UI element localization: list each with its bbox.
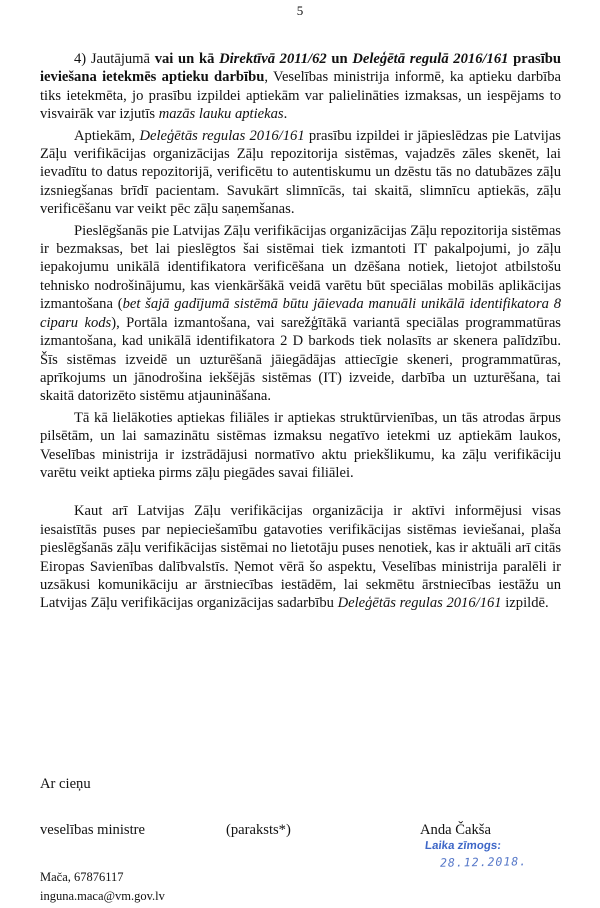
signature-mark: (paraksts*) xyxy=(226,822,291,838)
paragraph-branches: Tā kā lielākoties aptiekas filiāles ir aptiekas struktūrvienības, un tās atrodas ārpus pilsētām, un lai samazinātu sistēmas izmaksu negatīvo ietekmi uz aptiekām laukos, Veselības ministrija ir izstrādājusi normatīvo aktu priekšlikumu, ka zāļu verifikāciju varētu veikt aptieka pirms zāļu piegādes savai filiālei. xyxy=(40,409,561,481)
signature-title: veselības ministre xyxy=(40,822,145,838)
letter-body xyxy=(40,50,561,613)
contact-email: inguna.maca@vm.gov.lv xyxy=(40,889,165,903)
page-number: 5 xyxy=(296,3,304,18)
timestamp-date: 28.12.2018. xyxy=(439,854,528,870)
paragraph-question-4: 4) Jautājumā vai un kā Direktīvā 2011/62 un Deleģētā regulā 2016/161 prasību ieviešana ietekmēs aptieku darbību, Veselības ministrija informē, ka aptieku darbība tiks ietekmēta, jo prasību izpildei aptiekām var palielināties izmaksas, un iespējams to visvairāk var izjutīs mazās lauku aptiekas. xyxy=(40,51,561,123)
paragraph-pharmacies: Aptiekām, Deleģētās regulas 2016/161 prasību izpildei ir jāpieslēdzas pie Latvijas Zāļu verifikācijas organizācijas Zāļu repozitorija sistēmas, vajadzēs zāles skenēt, lai ievadītu to datus repozitorijā, verificētu to autentiskumu un dzēstu tās no datubāzes zāļu izsniegšanas brīdī pacientam. Savukārt slimnīcās, tai skaitā, slimnīcu aptiekās, zāļu verificēšanu var veikt pēc zāļu saņemšanas. xyxy=(40,127,561,218)
signature-greeting: Ar cieņu xyxy=(40,776,91,792)
paragraph-communication: Kaut arī Latvijas Zāļu verifikācijas organizācija ir aktīvi informējusi visas iesaistītās puses par nepieciešamību gatavoties verifikācijas sistēmas ieviešanai, plaša pieslēgšanās zāļu verifikācijas sistēmai no lietotāju puses nenotiek, kas ir aktuāli arī citās Eiropas Savienības dalībvalstīs. Ņemot vērā šo aspektu, Veselības ministrija paralēli ir uzsākusi komunikāciju ar ārstniecības iestādēm, lai sekmētu ārstniecības iestāžu un Latvijas Zāļu verifikācijas organizācijas sadarbību Deleģētās regulas 2016/161 izpildē. xyxy=(40,503,561,612)
contact-phone: Mača, 67876117 xyxy=(40,870,124,884)
paragraph-connection: Pieslēgšanās pie Latvijas Zāļu verifikācijas organizācijas Zāļu repozitorija sistēmas ir bezmaksas, bet lai pieslēgtos šai sistēmai tiek izmantoti IT pakalpojumi, jo zāļu iepakojumu unikālā identifikatora verificēšana un dzēšana notiek, lietojot atbilstošu tehnisko nodrošinājumu, kas vienkāršākā veidā varētu būt speciālas mobilās aplikācijas izmantošana (bet šajā gadījumā sistēmā būtu jāievada manuāli unikālā identifikatora 8 ciparu kods), Portāla izmantošana, vai sarežģītākā variantā speciālas programmatūras izmantošana, kad unikālā identifikatora 2 D barkods tiek nolasīts ar skenera palīdzību. Šīs sistēmas izveidē un uzturēšanā jāiegādājas attiecīgie skeneri, programmatūras, aprīkojums un jānodrošina iekšējās sistēmas (IT) izveide, darbība un uzturēšana, tai skaitā datorizēto sistēmu atjaunināšana. xyxy=(40,222,561,405)
signature-name: Anda Čakša xyxy=(420,822,491,838)
timestamp-label: Laika zīmogs: xyxy=(424,840,502,852)
